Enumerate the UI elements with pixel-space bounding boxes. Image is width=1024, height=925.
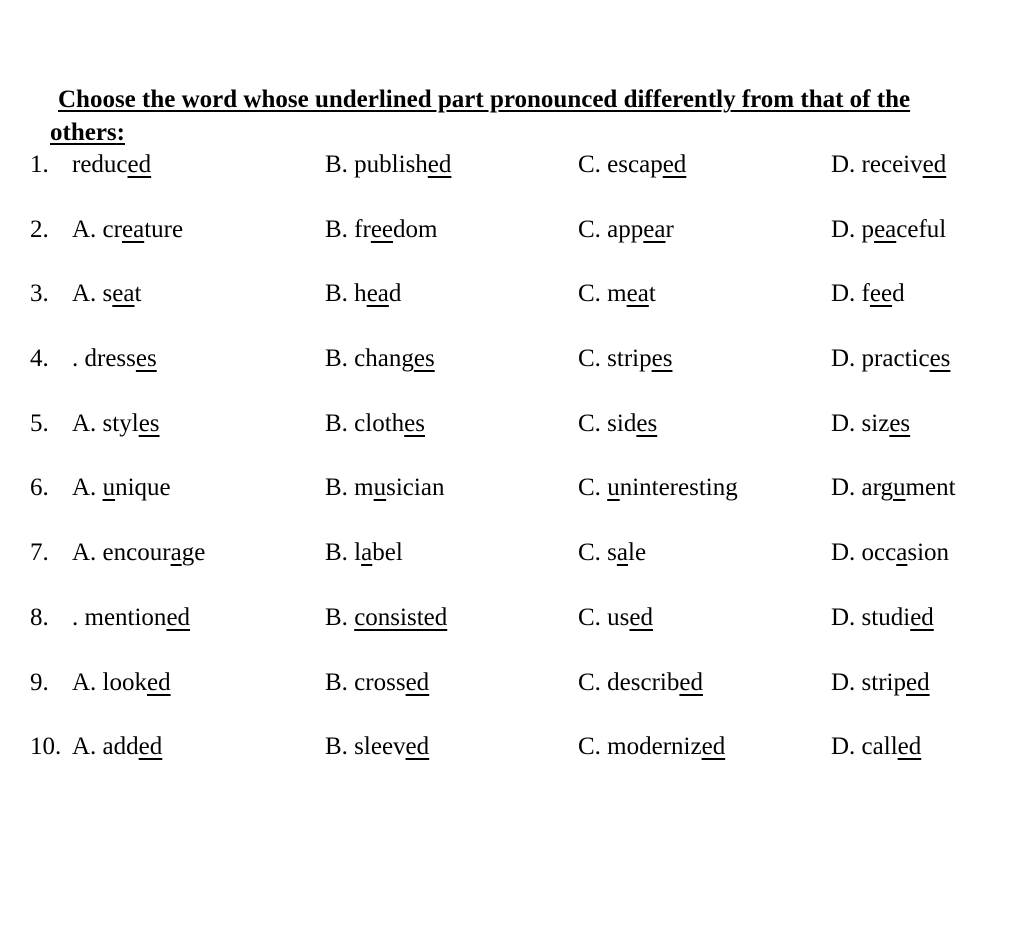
question-list — [0, 145, 1024, 792]
option-text-pre: C. strip — [578, 345, 652, 373]
option-text-pre: D. p — [831, 215, 875, 243]
option-d — [831, 339, 950, 379]
question-row — [0, 145, 1024, 210]
option-text-post: ceful — [896, 215, 947, 243]
option-c — [578, 727, 725, 767]
underlined-part: ed — [427, 151, 452, 178]
option-text-pre: D. call — [831, 733, 898, 761]
option-text-pre: B. chang — [325, 345, 414, 373]
instruction-line-1: Choose the word whose underlined part pronounced differently from that of the — [58, 86, 911, 113]
exercise-instruction — [50, 83, 1022, 149]
underlined-part: ed — [662, 151, 687, 178]
underlined-part: es — [651, 345, 673, 373]
underlined-part: ed — [405, 668, 430, 696]
underlined-part: ea — [643, 215, 666, 243]
option-text-pre: C. m — [578, 280, 627, 308]
question-number: 4. — [30, 345, 49, 373]
option-text-post: t — [648, 280, 656, 308]
question-row — [0, 404, 1024, 469]
underlined-part: u — [607, 474, 620, 502]
question-number: 7. — [30, 539, 49, 567]
question-number: 1. — [30, 151, 49, 178]
option-a — [72, 598, 190, 638]
option-b — [325, 145, 451, 185]
option-a — [72, 274, 141, 314]
question-row — [0, 533, 1024, 598]
option-b — [325, 404, 425, 444]
option-a — [72, 339, 157, 379]
option-b — [325, 339, 435, 379]
option-c — [578, 468, 738, 508]
underlined-part: ed — [127, 151, 152, 178]
underlined-part: ea — [626, 280, 649, 308]
underlined-part: es — [889, 409, 911, 437]
underlined-part: ed — [906, 668, 930, 696]
question-number: 5. — [30, 409, 49, 437]
option-text-pre: B. cross — [325, 668, 406, 696]
question-row — [0, 210, 1024, 275]
underlined-part: consisted — [354, 603, 448, 631]
option-b — [325, 663, 429, 703]
underlined-part: ed — [405, 733, 430, 761]
option-text-pre: D. arg — [831, 474, 894, 502]
option-c — [578, 663, 703, 703]
option-text-pre: B. — [325, 603, 355, 631]
option-d — [831, 663, 930, 703]
option-text-post: dom — [393, 215, 438, 243]
option-b — [325, 274, 401, 314]
option-text-pre: A. add — [72, 733, 139, 761]
option-c — [578, 210, 674, 250]
question-number: 9. — [30, 668, 49, 696]
underlined-part: ee — [370, 215, 394, 243]
underlined-part: ed — [922, 151, 947, 178]
underlined-part: ed — [166, 603, 191, 631]
option-text-pre: B. l — [325, 539, 362, 567]
option-text-pre: A. styl — [72, 409, 139, 437]
underlined-part: u — [102, 474, 116, 502]
option-text-pre: D. f — [831, 280, 870, 308]
option-text-pre: D. strip — [831, 668, 906, 696]
option-text-pre: D. siz — [831, 409, 890, 437]
option-d — [831, 404, 910, 444]
underlined-part: a — [170, 539, 182, 567]
question-row — [0, 598, 1024, 663]
option-a — [72, 468, 171, 508]
underlined-part: ee — [869, 280, 893, 308]
option-text-post: le — [628, 539, 647, 567]
underlined-part: ea — [112, 280, 135, 308]
option-text-pre: . dress — [72, 345, 136, 373]
option-text-post: ment — [905, 474, 956, 502]
option-text-pre: C. moderniz — [578, 733, 702, 761]
question-number: 8. — [30, 603, 49, 631]
option-b — [325, 468, 444, 508]
option-text-post: ge — [181, 539, 206, 567]
option-b — [325, 533, 403, 573]
option-text-pre: D. receiv — [831, 151, 923, 178]
underlined-part: ed — [679, 668, 703, 696]
question-row — [0, 663, 1024, 728]
option-text-pre: C. escap — [578, 151, 663, 178]
underlined-part: ed — [138, 733, 163, 761]
underlined-part: es — [929, 345, 951, 373]
question-row — [0, 468, 1024, 533]
question-number: 6. — [30, 474, 49, 502]
option-text-pre: B. publish — [325, 151, 428, 178]
underlined-part: es — [135, 345, 157, 373]
option-text-pre: A. look — [72, 668, 147, 696]
option-text-pre: C. — [578, 474, 608, 502]
underlined-part: ed — [701, 733, 726, 761]
option-text-post: bel — [372, 539, 403, 567]
option-text-pre: C. app — [578, 215, 644, 243]
option-text-pre: B. h — [325, 280, 367, 308]
option-d — [831, 468, 956, 508]
option-text-pre: B. sleev — [325, 733, 406, 761]
option-a — [72, 145, 151, 185]
option-c — [578, 339, 672, 379]
instruction-line-2-colon: : — [116, 119, 125, 146]
option-text-pre: A. — [72, 474, 103, 502]
underlined-part: u — [893, 474, 906, 502]
option-text-pre: B. cloth — [325, 409, 405, 437]
option-text-pre: A. encour — [72, 539, 171, 567]
option-a — [72, 663, 171, 703]
option-text-post: nique — [115, 474, 171, 502]
option-d — [831, 210, 946, 250]
option-text-pre: B. fr — [325, 215, 371, 243]
question-row — [0, 727, 1024, 792]
underlined-part: ed — [629, 603, 654, 631]
option-text-post: r — [665, 215, 674, 243]
option-text-post: ninteresting — [619, 474, 738, 502]
underlined-part: a — [361, 539, 373, 567]
option-c — [578, 274, 656, 314]
underlined-part: ea — [366, 280, 389, 308]
question-number: 2. — [30, 215, 49, 243]
option-c — [578, 404, 657, 444]
option-text-pre: D. occ — [831, 539, 897, 567]
option-d — [831, 727, 921, 767]
underlined-part: es — [404, 409, 425, 437]
underlined-part: u — [373, 474, 387, 502]
option-d — [831, 598, 934, 638]
underlined-part: ea — [874, 215, 897, 243]
option-b — [325, 598, 447, 638]
option-text-pre: B. m — [325, 474, 374, 502]
option-text-pre: D. studi — [831, 603, 911, 631]
option-b — [325, 727, 429, 767]
option-text-pre: C. describ — [578, 668, 680, 696]
option-a — [72, 533, 205, 573]
option-a — [72, 210, 183, 250]
option-text-pre: A. s — [72, 280, 113, 308]
option-text-post: sician — [386, 474, 445, 502]
question-row — [0, 339, 1024, 404]
underlined-part: es — [413, 345, 435, 373]
option-a — [72, 727, 162, 767]
option-text-post: ture — [144, 215, 184, 243]
underlined-part: ed — [897, 733, 922, 761]
option-b — [325, 210, 437, 250]
option-text-post: d — [892, 280, 905, 308]
option-text-post: t — [134, 280, 142, 308]
underlined-part: a — [896, 539, 908, 567]
question-number: 10. — [30, 733, 62, 761]
underlined-part: ed — [910, 603, 934, 631]
option-text-pre: C. sid — [578, 409, 637, 437]
option-text-post: sion — [907, 539, 950, 567]
underlined-part: es — [636, 409, 658, 437]
option-d — [831, 533, 949, 573]
question-number: 3. — [30, 280, 49, 308]
underlined-part: ed — [147, 668, 171, 696]
option-text-pre: C. us — [578, 603, 630, 631]
underlined-part: a — [616, 539, 629, 567]
underlined-part: es — [138, 409, 160, 437]
option-d — [831, 274, 905, 314]
option-c — [578, 145, 686, 185]
underlined-part: ea — [121, 215, 145, 243]
option-text-pre: A. cr — [72, 215, 122, 243]
question-row — [0, 274, 1024, 339]
option-text-pre: reduc — [72, 151, 128, 178]
option-text-pre: C. s — [578, 539, 617, 567]
option-a — [72, 404, 160, 444]
option-d — [831, 145, 946, 185]
option-text-pre: . mention — [72, 603, 167, 631]
option-text-post: d — [388, 280, 402, 308]
option-c — [578, 598, 653, 638]
option-c — [578, 533, 646, 573]
option-text-pre: D. practic — [831, 345, 930, 373]
instruction-line-2-text: others — [50, 119, 117, 146]
